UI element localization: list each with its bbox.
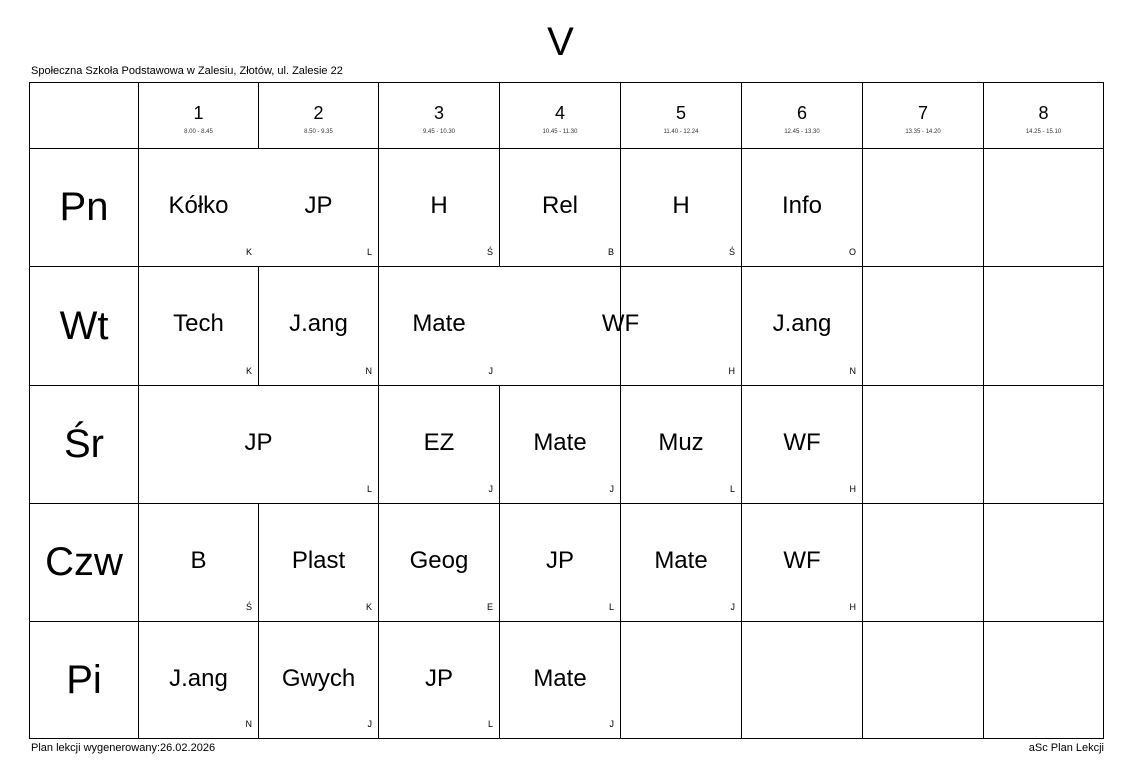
period-number: 2 <box>313 103 324 123</box>
app-name: aSc Plan Lekcji <box>1028 742 1104 754</box>
lesson-cell[interactable] <box>621 504 741 621</box>
period-number: 5 <box>675 103 686 123</box>
lesson-room: Ś <box>245 602 252 612</box>
grid-line <box>862 83 863 738</box>
period-time: 13.35 - 14.20 <box>905 129 941 135</box>
period-time: 11.40 - 12.24 <box>663 129 699 135</box>
lesson-cell[interactable] <box>259 622 378 738</box>
period-number: 7 <box>917 103 928 123</box>
lesson-room: L <box>366 247 372 257</box>
lesson-cell[interactable] <box>742 504 862 621</box>
day-label: Śr <box>64 422 104 466</box>
lesson-cell[interactable] <box>379 149 499 266</box>
lesson-room: L <box>487 719 493 729</box>
lesson-room: K <box>245 247 252 257</box>
lesson-room: H <box>849 602 856 612</box>
lesson-room: Ś <box>486 247 493 257</box>
lesson-room: L <box>366 484 372 494</box>
lesson-subject: JP <box>304 192 333 219</box>
period-number: 8 <box>1038 103 1049 123</box>
period-header <box>984 83 1103 148</box>
lesson-room: J <box>488 484 493 494</box>
lesson-subject: Mate <box>654 547 708 574</box>
lesson-subject: Muz <box>658 429 704 456</box>
period-time: 9.45 - 10.30 <box>422 129 456 135</box>
lesson-subject: Rel <box>541 192 578 219</box>
lesson-room: J <box>609 484 614 494</box>
lesson-cell[interactable] <box>379 504 499 621</box>
lesson-subject: Mate <box>533 429 587 456</box>
lesson-room: J <box>367 719 372 729</box>
lesson-room: K <box>365 602 372 612</box>
lesson-subject: Mate <box>412 310 466 337</box>
period-time: 14.25 - 15.10 <box>1025 129 1062 135</box>
lesson-room: N <box>245 719 252 729</box>
day-label: Czw <box>45 540 123 584</box>
lesson-subject: Plast <box>291 547 346 574</box>
period-header <box>742 83 862 148</box>
lesson-subject: Tech <box>173 310 224 337</box>
lesson-subject: H <box>430 192 448 219</box>
lesson-cell[interactable] <box>621 386 741 503</box>
lesson-subject: Kółko <box>168 192 229 219</box>
lesson-cell[interactable] <box>500 622 620 738</box>
lesson-cell[interactable] <box>139 386 378 503</box>
lesson-cell[interactable] <box>500 267 741 385</box>
class-title: V <box>547 20 574 64</box>
lesson-subject: H <box>672 192 690 219</box>
timetable <box>29 82 1104 739</box>
school-name: Społeczna Szkoła Podstawowa w Zalesiu, Złotów, ul. Zalesie 22 <box>31 65 343 77</box>
lesson-cell[interactable] <box>139 504 258 621</box>
lesson-subject: J.ang <box>772 310 832 337</box>
lesson-subject: WF <box>601 310 640 337</box>
lesson-subject: Gwych <box>281 665 356 692</box>
lesson-subject: WF <box>783 547 821 574</box>
period-number: 1 <box>193 103 204 123</box>
lesson-subject: B <box>190 547 207 574</box>
lesson-cell[interactable] <box>742 386 862 503</box>
lesson-cell[interactable] <box>742 267 862 385</box>
period-header <box>139 83 258 148</box>
lesson-cell[interactable] <box>139 149 258 266</box>
lesson-cell[interactable] <box>742 149 862 266</box>
lesson-subject: Mate <box>533 665 587 692</box>
lesson-cell[interactable] <box>259 267 378 385</box>
lesson-subject: WF <box>783 429 821 456</box>
period-time: 10.45 - 11.30 <box>542 129 578 135</box>
period-header <box>500 83 620 148</box>
lesson-subject: JP <box>424 665 453 692</box>
period-header <box>621 83 741 148</box>
lesson-subject: JP <box>545 547 574 574</box>
lesson-subject: EZ <box>423 429 455 456</box>
lesson-room: N <box>849 366 856 376</box>
day-label: Pi <box>66 658 102 702</box>
period-number: 6 <box>796 103 807 123</box>
lesson-room: H <box>849 484 856 494</box>
period-time: 8.50 - 9.35 <box>304 129 333 135</box>
generated-date: Plan lekcji wygenerowany:26.02.2026 <box>31 742 216 754</box>
lesson-room: E <box>486 602 493 612</box>
lesson-cell[interactable] <box>259 149 378 266</box>
period-header <box>259 83 378 148</box>
lesson-cell[interactable] <box>379 386 499 503</box>
lesson-room: Ś <box>728 247 735 257</box>
day-label: Wt <box>59 304 109 348</box>
lesson-cell[interactable] <box>500 386 620 503</box>
period-time: 8.00 - 8.45 <box>184 129 213 135</box>
lesson-cell[interactable] <box>379 622 499 738</box>
lesson-room: L <box>729 484 735 494</box>
day-label: Pn <box>59 185 109 229</box>
lesson-room: K <box>245 366 252 376</box>
period-header <box>379 83 499 148</box>
period-header <box>863 83 983 148</box>
period-number: 4 <box>554 103 565 123</box>
lesson-cell[interactable] <box>379 267 499 385</box>
lesson-room: J <box>730 602 735 612</box>
lesson-room: N <box>365 366 372 376</box>
lesson-cell[interactable] <box>500 149 620 266</box>
lesson-room: J <box>609 719 614 729</box>
lesson-subject: J.ang <box>289 310 348 337</box>
lesson-subject: Geog <box>409 547 469 574</box>
lesson-cell[interactable] <box>621 149 741 266</box>
lesson-subject: J.ang <box>169 665 228 692</box>
period-number: 3 <box>433 103 444 123</box>
lesson-room: L <box>608 602 614 612</box>
lesson-room: B <box>607 247 614 257</box>
grid-line <box>983 83 984 738</box>
lesson-room: J <box>488 366 493 376</box>
period-time: 12.45 - 13.30 <box>784 129 820 135</box>
lesson-room: O <box>848 247 856 257</box>
lesson-cell[interactable] <box>259 504 378 621</box>
lesson-subject: JP <box>244 429 273 456</box>
lesson-cell[interactable] <box>500 504 620 621</box>
lesson-subject: Info <box>781 192 823 219</box>
lesson-cell[interactable] <box>139 622 258 738</box>
lesson-cell[interactable] <box>139 267 258 385</box>
lesson-room: H <box>728 366 735 376</box>
